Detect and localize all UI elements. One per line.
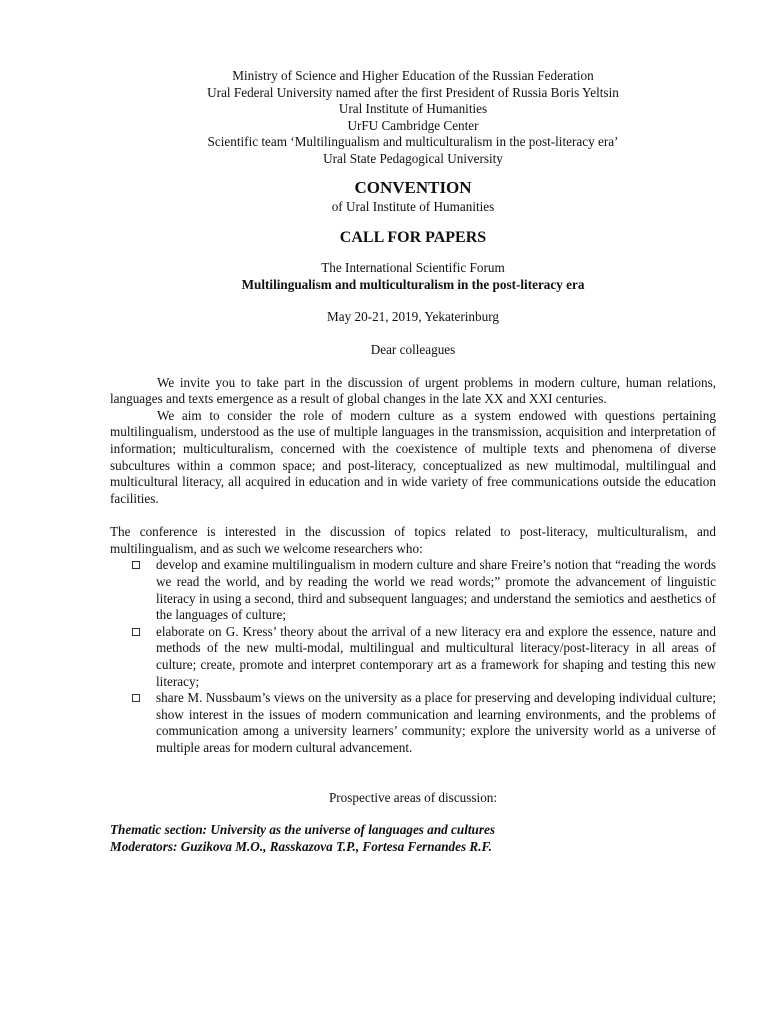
header-line-university: Ural Federal University named after the first President of Russia Boris Yeltsin [207, 84, 619, 100]
checkbox-bullet-icon [132, 694, 140, 702]
list-item-text: share M. Nussbaum’s views on the university as a place for preserving and developing individual culture; show interest in the issues of modern communication and learning environments, and the problems of communication among a university learners’ community; explore the university world as a universe of multiple areas for modern cultural advancement. [156, 690, 716, 755]
list-item [110, 690, 716, 756]
list-item [110, 624, 716, 690]
call-for-papers-heading: CALL FOR PAPERS [339, 229, 487, 247]
list-item-text: elaborate on G. Kress’ theory about the arrival of a new literacy era and explore the essence, nature and methods of the new multi-modal, multilingual and multicultural literacy/post-literacy in all areas of culture; create, promote and interpret contemporary art as a framework for shaping and testing this new literacy; [156, 623, 716, 689]
document-content [110, 68, 716, 855]
moderators-line: Moderators: Guzikova M.O., Rasskazova T.P., Fortesa Fernandes R.F. [110, 838, 492, 854]
aim-paragraph: We aim to consider the role of modern culture as a system endowed with questions pertaining multilingualism, understood as the use of multiple languages in the transmission, acquisition and interpretation of information; multiculturalism, concerned with the coexistence of multiple texts and phenomena of diverse subcultures within a common space; and post-literacy, conceptualized as new multimodal, multilingual and multicultural literacy, all acquired in education and in wide variety of free communications outside the education facilities. [110, 407, 716, 506]
greeting: Dear colleagues [370, 341, 456, 357]
header-line-institute: Ural Institute of Humanities [338, 101, 488, 117]
checkbox-bullet-icon [132, 628, 140, 636]
date-place: May 20-21, 2019, Yekaterinburg [327, 309, 499, 325]
researcher-list [110, 557, 716, 756]
interest-paragraph: The conference is interested in the discussion of topics related to post-literacy, multiculturalism, and multilingualism, and as such we welcome researchers who: [110, 524, 716, 556]
thematic-section-title: Thematic section: University as the universe of languages and cultures [110, 822, 496, 838]
header-line-ministry: Ministry of Science and Higher Education of the Russian Federation [232, 68, 594, 83]
institution-header [110, 68, 716, 168]
list-item [110, 557, 716, 623]
intro-paragraph: We invite you to take part in the discussion of urgent problems in modern culture, human relations, languages and texts emergence as a result of global changes in the late XX and XXI centuries. [110, 374, 716, 407]
prospective-areas-heading: Prospective areas of discussion: [328, 789, 498, 805]
checkbox-bullet-icon [132, 561, 140, 569]
header-line-team: Scientific team ‘Multilingualism and multiculturalism in the post-literacy era’ [207, 134, 619, 150]
convention-title: CONVENTION [354, 177, 472, 197]
convention-subtitle: of Ural Institute of Humanities [331, 198, 495, 214]
header-line-center: UrFU Cambridge Center [347, 117, 479, 133]
header-line-pedagogical: Ural State Pedagogical University [323, 150, 503, 166]
list-item-text: develop and examine multilingualism in modern culture and share Freire’s notion that “reading the words we read the world, and by reading the world we read words;” promote the advancement of linguistic literacy in using a second, third and subsequent languages; and understand the semiotics and aesthetics of the languages of culture; [156, 557, 716, 623]
forum-label: The International Scientific Forum [321, 260, 505, 276]
forum-title: Multilingualism and multiculturalism in the post-literacy era [241, 276, 585, 292]
